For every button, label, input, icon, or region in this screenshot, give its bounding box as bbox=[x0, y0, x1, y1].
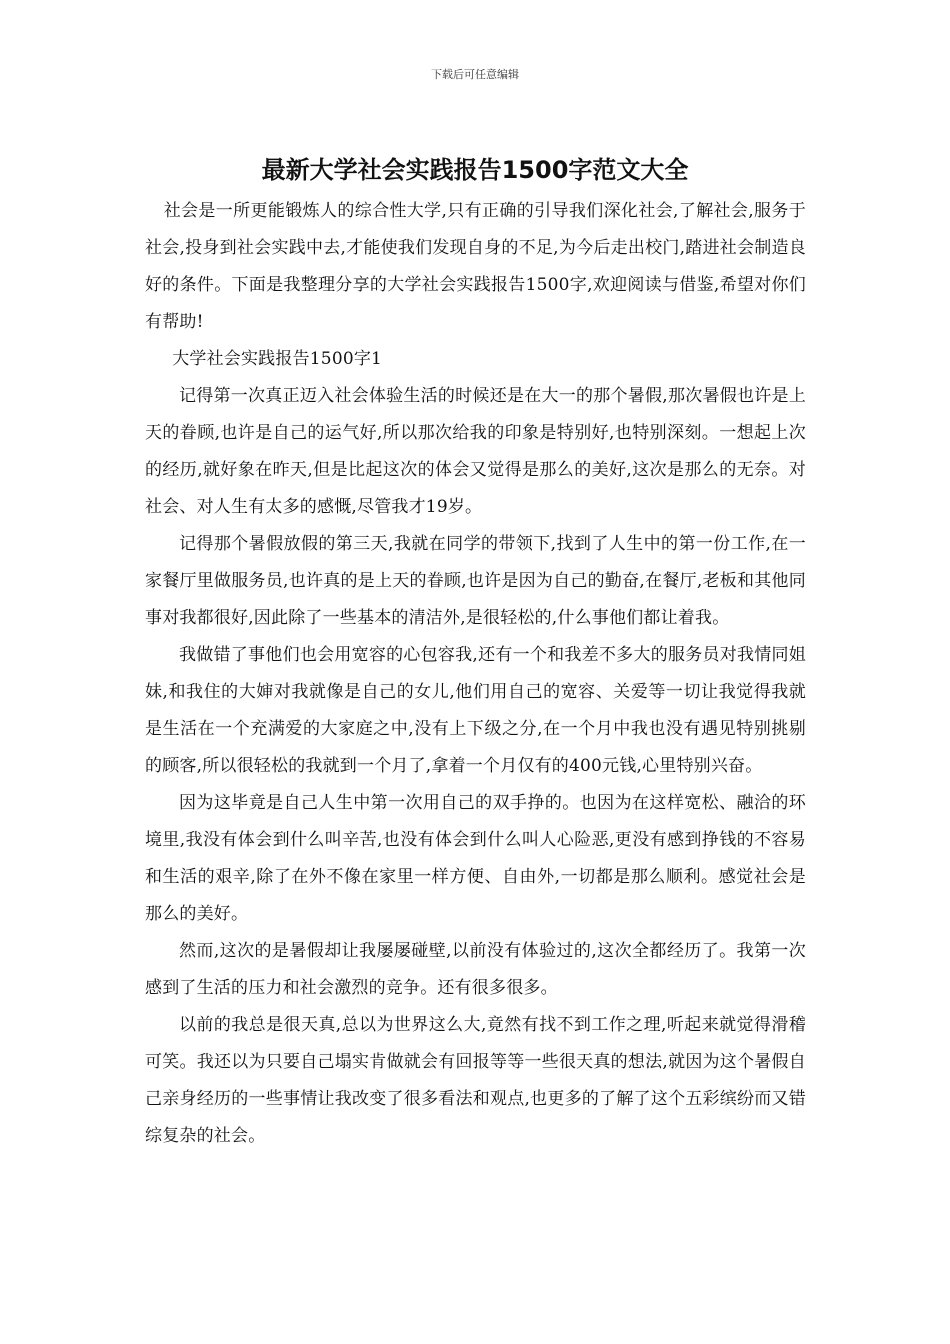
paragraph: 记得那个暑假放假的第三天,我就在同学的带领下,找到了人生中的第一份工作,在一家餐厅里做服务员,也许真的是上天的眷顾,也许是因为自己的勤奋,在餐厅,老板和其他同事对我都很好,因此除了一些基本的清洁外,是很轻松的,什么事他们都让着我。 bbox=[145, 534, 806, 628]
document-body bbox=[145, 193, 806, 1155]
paragraph: 记得第一次真正迈入社会体验生活的时候还是在大一的那个暑假,那次暑假也许是上天的眷顾,也许是自己的运气好,所以那次给我的印象是特别好,也特别深刻。一想起上次的经历,就好象在昨天,但是比起这次的体会又觉得是那么的美好,这次是那么的无奈。对社会、对人生有太多的感慨,尽管我才19岁。 bbox=[145, 386, 806, 517]
paragraph: 然而,这次的是暑假却让我屡屡碰壁,以前没有体验过的,这次全都经历了。我第一次感到了生活的压力和社会激烈的竞争。还有很多很多。 bbox=[145, 941, 806, 998]
paragraph: 以前的我总是很天真,总以为世界这么大,竟然有找不到工作之理,听起来就觉得滑稽可笑。我还以为只要自己塌实肯做就会有回报等等一些很天真的想法,就因为这个暑假自己亲身经历的一些事情让我改变了很多看法和观点,也更多的了解了这个五彩缤纷而又错综复杂的社会。 bbox=[145, 1015, 806, 1146]
page-header-note: 下载后可任意编辑 bbox=[431, 68, 519, 81]
document-title: 最新大学社会实践报告1500字范文大全 bbox=[261, 156, 689, 184]
paragraph: 我做错了事他们也会用宽容的心包容我,还有一个和我差不多大的服务员对我情同姐妹,和我住的大婶对我就像是自己的女儿,他们用自己的宽容、关爱等一切让我觉得我就是生活在一个充满爱的大家庭之中,没有上下级之分,在一个月中我也没有遇见特别挑剔的顾客,所以很轻松的我就到一个月了,拿着一个月仅有的400元钱,心里特别兴奋。 bbox=[145, 645, 806, 776]
paragraph: 因为这毕竟是自己人生中第一次用自己的双手挣的。也因为在这样宽松、融洽的环境里,我没有体会到什么叫辛苦,也没有体会到什么叫人心险恶,更没有感到挣钱的不容易和生活的艰辛,除了在外不像在家里一样方便、自由外,一切都是那么顺利。感觉社会是那么的美好。 bbox=[145, 793, 806, 924]
section-heading: 大学社会实践报告1500字1 bbox=[172, 349, 383, 369]
paragraph-intro: 社会是一所更能锻炼人的综合性大学,只有正确的引导我们深化社会,了解社会,服务于社会,投身到社会实践中去,才能使我们发现自身的不足,为今后走出校门,踏进社会制造良好的条件。下面是我整理分享的大学社会实践报告1500字,欢迎阅读与借鉴,希望对你们有帮助! bbox=[145, 201, 806, 332]
